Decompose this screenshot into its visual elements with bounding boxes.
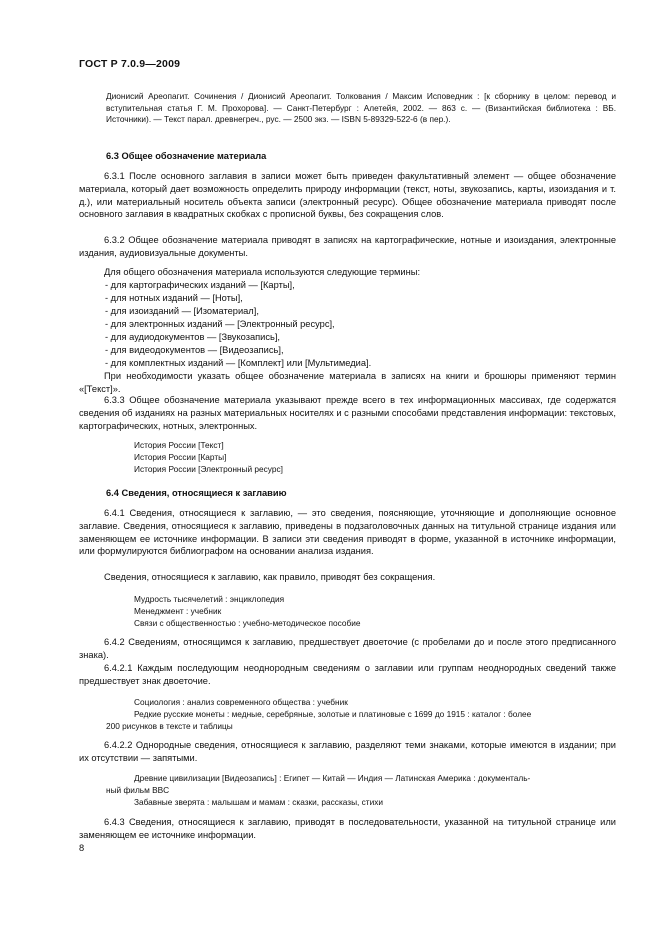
paragraph-6-4-2: 6.4.2 Сведениям, относящимся к заглавию, предшествует двоеточие (с пробелами до и после этого предписанного знака). — [79, 637, 616, 660]
paragraph-no-abbreviation: Сведения, относящиеся к заглавию, как правило, приводят без сокращения. — [104, 572, 436, 582]
example-line: История России [Электронный ресурс] — [134, 464, 283, 474]
example-line: Социология : анализ современного общества : учебник — [134, 697, 348, 707]
example-line: Связи с общественностью : учебно-методическое пособие — [134, 618, 361, 628]
example-line: Редкие русские монеты : медные, серебряные, золотые и платиновые с 1699 до 1915 : каталог : более — [134, 709, 532, 719]
page-number: 8 — [79, 843, 85, 853]
list-item: - для картографических изданий — [Карты], — [105, 280, 295, 290]
example-line: Древние цивилизации [Видеозапись] : Египет — Китай — Индия — Латинская Америка : документаль- — [134, 773, 531, 783]
example-line: Менеджмент : учебник — [134, 606, 222, 616]
example-line: История России [Текст] — [134, 440, 224, 450]
section-6-4-title: 6.4 Сведения, относящиеся к заглавию — [106, 488, 287, 498]
paragraph-6-4-2-2: 6.4.2.2 Однородные сведения, относящиеся к заглавию, разделяют теми знаками, которые имеются в издании; при их отсутствии — запятыми. — [79, 740, 616, 763]
example-bibliographic-record: Дионисий Ареопагит. Сочинения / Дионисий Ареопагит. Толкования / Максим Исповедник : [к сборнику в целом: перевод и вступительная статья Г. М. Прохорова]. — Санкт-Петербург : Алетейя, 2002. — 863 с. — (Византийская библиотека : ВБ. Источники). — Текст парал. древнегреч., рус. — 2500 экз. — ISBN 5-89329-522-6 (в пер.). — [106, 91, 616, 124]
paragraph-6-4-3: 6.4.3 Сведения, относящиеся к заглавию, приводят в последовательности, указанной на титульной странице или заменяющем ее источнике информации. — [79, 817, 616, 840]
paragraph-terms-intro: Для общего обозначения материала используются следующие термины: — [104, 267, 421, 277]
list-item: - для аудиодокументов — [Звукозапись], — [105, 332, 281, 342]
list-item: - для нотных изданий — [Ноты], — [105, 293, 243, 303]
example-line: Забавные зверята : малышам и мамам : сказки, рассказы, стихи — [134, 797, 384, 807]
example-line: ный фильм BBC — [106, 785, 170, 795]
paragraph-text-term: При необходимости указать общее обозначение материала в записях на книги и брошюры применяют термин «[Текст]». — [79, 371, 616, 394]
list-item: - для изоизданий — [Изоматериал], — [105, 306, 259, 316]
paragraph-6-3-3: 6.3.3 Общее обозначение материала указывают прежде всего в тех информационных массивах, где содержатся сведения об изданиях на разных материальных носителях и с разными способами представления информации: текстовых, картографических, нотных, электронных. — [79, 395, 616, 431]
example-line: История России [Карты] — [134, 452, 227, 462]
example-line: Мудрость тысячелетий : энциклопедия — [134, 594, 285, 604]
page-header: ГОСТ Р 7.0.9—2009 — [79, 58, 181, 70]
paragraph-6-4-2-1: 6.4.2.1 Каждым последующим неоднородным сведениям о заглавии или группам неоднородных сведений также предшествует знак двоеточие. — [79, 663, 616, 686]
paragraph-6-3-2: 6.3.2 Общее обозначение материала приводят в записях на картографические, нотные и изоиздания, электронные издания, аудиовизуальные документы. — [79, 235, 616, 258]
list-item: - для электронных изданий — [Электронный ресурс], — [105, 319, 335, 329]
list-item: - для комплектных изданий — [Комплект] или [Мультимедиа]. — [105, 358, 372, 368]
section-6-3-title: 6.3 Общее обозначение материала — [106, 151, 267, 161]
example-line: 200 рисунков в тексте и таблицы — [106, 721, 233, 731]
list-item: - для видеодокументов — [Видеозапись], — [105, 345, 284, 355]
paragraph-6-4-1: 6.4.1 Сведения, относящиеся к заглавию, — это сведения, поясняющие, уточняющие и дополняющие основное заглавие. Сведения, относящиеся к заглавию, приведены в подзаголовочных данных на титульной странице издания или заменяющем ее источнике информации. В записи эти сведения приводят в форме, указанной в источнике информации, или формулируются библиографом на основании анализа издания. — [79, 508, 616, 557]
paragraph-6-3-1: 6.3.1 После основного заглавия в записи может быть приведен факультативный элемент — общее обозначение материала, который дает возможность определить природу информации (текст, ноты, звукозапись, карты, изоиздания и т. д.), или материальный носитель объекта записи (электронный ресурс). Общее обозначение материала приводят после основного заглавия в квадратных скобках с прописной буквы, без сокращения слов. — [79, 171, 616, 220]
